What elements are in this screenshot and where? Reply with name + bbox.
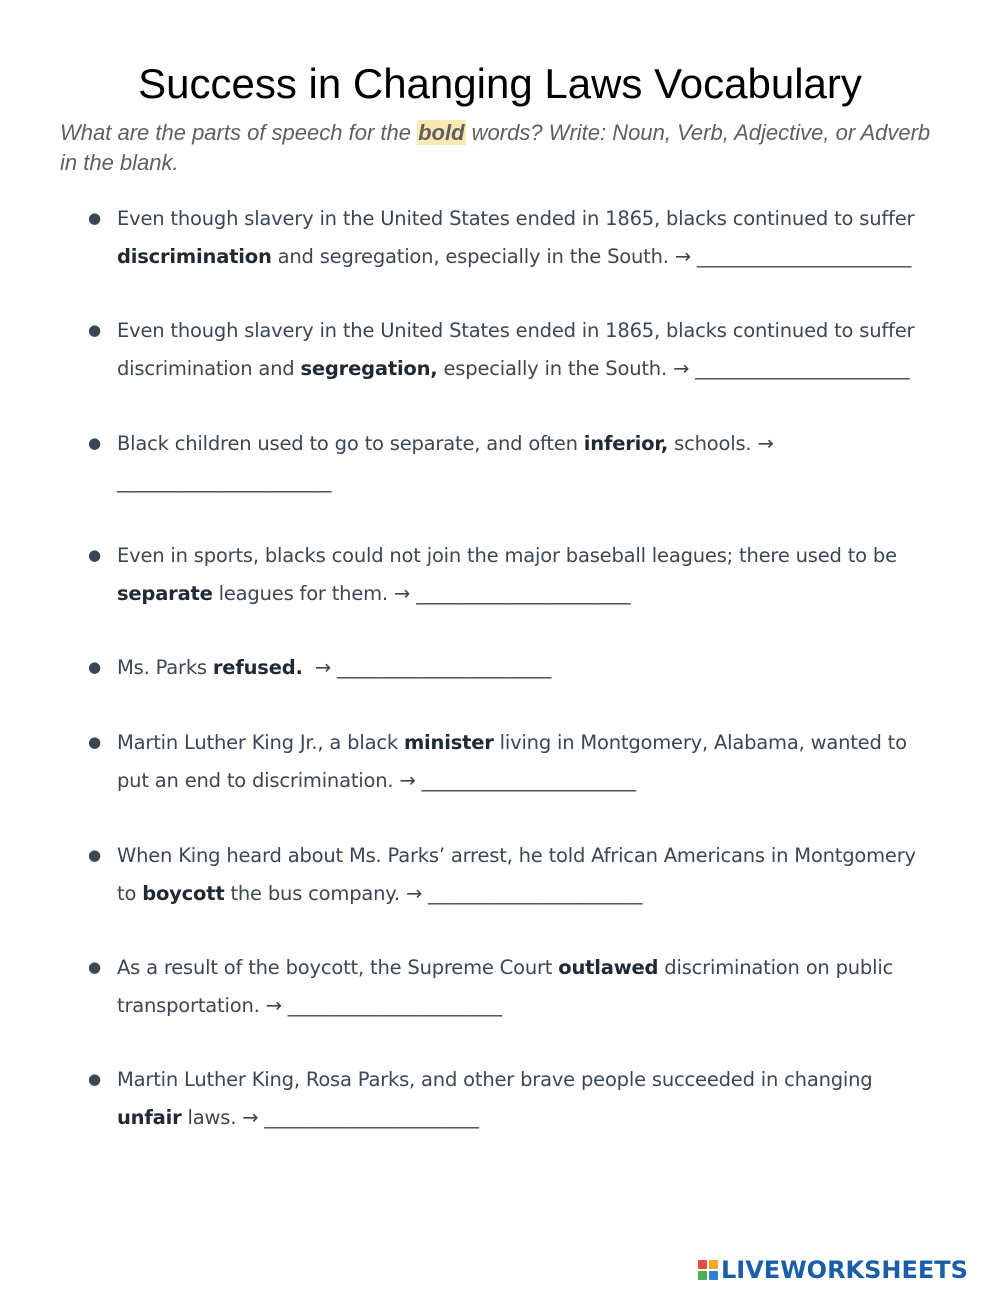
item-bold-word: separate [117, 581, 213, 605]
item-text-before: Black children used to go to separate, and often [117, 432, 584, 455]
logo-square-green [698, 1271, 707, 1280]
list-item [88, 425, 930, 500]
item-text-before: Even though slavery in the United States ended in 1865, blacks continued to suffer [117, 207, 915, 230]
logo-square-orange [709, 1260, 718, 1269]
item-text-before: Martin Luther King, Rosa Parks, and other brave people succeeded in changing [117, 1068, 873, 1091]
item-sentence [117, 312, 930, 387]
item-text-after: living in Montgomery, Alabama, wanted to put an end to discrimination. → [117, 731, 907, 792]
list-item [88, 537, 930, 612]
answer-blank[interactable]: ______________________ [416, 581, 631, 605]
list-item [88, 949, 930, 1024]
list-item [88, 312, 930, 387]
item-text-before: As a result of the boycott, the Supreme Court [117, 956, 559, 979]
item-bold-word: segregation, [300, 356, 438, 380]
item-sentence [117, 1061, 930, 1136]
answer-blank[interactable]: ______________________ [696, 244, 912, 268]
item-text-after: → [302, 656, 337, 679]
item-sentence [117, 425, 930, 500]
item-text-after: discrimination on public transportation. → [117, 956, 894, 1017]
item-sentence [117, 724, 930, 799]
answer-blank[interactable]: ______________________ [421, 768, 637, 792]
instructions-text-start: What are the parts of speech for the [60, 120, 418, 145]
bullet-icon: ● [88, 434, 101, 452]
item-text-before: Even in sports, blacks could not join the major baseball leagues; there used to be [117, 544, 897, 567]
answer-blank[interactable]: ______________________ [427, 881, 643, 905]
bullet-icon: ● [88, 209, 101, 227]
answer-blank[interactable]: ______________________ [287, 993, 503, 1017]
logo-square-red [698, 1260, 707, 1269]
list-item [88, 649, 930, 687]
item-text-before: Martin Luther King Jr., a black [117, 731, 404, 754]
item-text-before: Even though slavery in the United States ended in 1865, blacks continued to suffer discrimination and [117, 319, 915, 380]
bullet-icon: ● [88, 958, 101, 976]
answer-blank[interactable]: ______________________ [264, 1105, 479, 1129]
item-bold-word: unfair [117, 1105, 182, 1129]
item-text-after: and segregation, especially in the South. → [271, 244, 697, 268]
bullet-icon: ● [88, 733, 101, 751]
item-text-after: especially in the South. → [437, 356, 696, 380]
logo-text: LIVEWORKSHEETS [721, 1256, 968, 1284]
item-bold-word: discrimination [117, 244, 272, 268]
bullet-icon: ● [88, 321, 101, 339]
item-bold-word: minister [403, 731, 494, 754]
item-text-after: schools. → [668, 432, 774, 455]
list-item [88, 1061, 930, 1136]
item-text-after: laws. → [181, 1105, 265, 1129]
bullet-icon: ● [88, 658, 101, 676]
item-bold-word: boycott [142, 881, 225, 905]
bullet-icon: ● [88, 846, 101, 864]
item-sentence [117, 837, 930, 912]
liveworksheets-logo [698, 1255, 968, 1285]
list-item [88, 724, 930, 799]
item-sentence [117, 537, 930, 612]
answer-blank[interactable]: ______________________ [336, 656, 552, 679]
liveworksheets-logo-icon [698, 1260, 718, 1280]
answer-blank[interactable]: ______________________ [695, 356, 910, 380]
list-item [88, 837, 930, 912]
item-text-after: leagues for them. → [212, 581, 417, 605]
instructions-highlight-bold: bold [418, 120, 465, 145]
item-bold-word: outlawed [558, 956, 659, 979]
item-bold-word: refused. [212, 656, 303, 679]
item-sentence [117, 649, 930, 687]
item-text-before: When King heard about Ms. Parks’ arrest, he told African Americans in Montgomery to [117, 844, 916, 905]
page-title: Success in Changing Laws Vocabulary [138, 60, 862, 107]
item-bold-word: inferior, [583, 432, 669, 455]
item-sentence [117, 200, 930, 275]
list-item [88, 200, 930, 275]
logo-square-blue [709, 1271, 718, 1280]
item-text-before: Ms. Parks [117, 656, 213, 679]
answer-blank[interactable]: ______________________ [117, 469, 332, 493]
bullet-icon: ● [88, 546, 101, 564]
item-sentence [117, 949, 930, 1024]
bullet-icon: ● [88, 1070, 101, 1088]
instructions-text-end: words? Write: Noun, Verb, Adjective, or Adverb in the blank. [60, 120, 931, 175]
item-text-after: the bus company. → [224, 881, 428, 905]
